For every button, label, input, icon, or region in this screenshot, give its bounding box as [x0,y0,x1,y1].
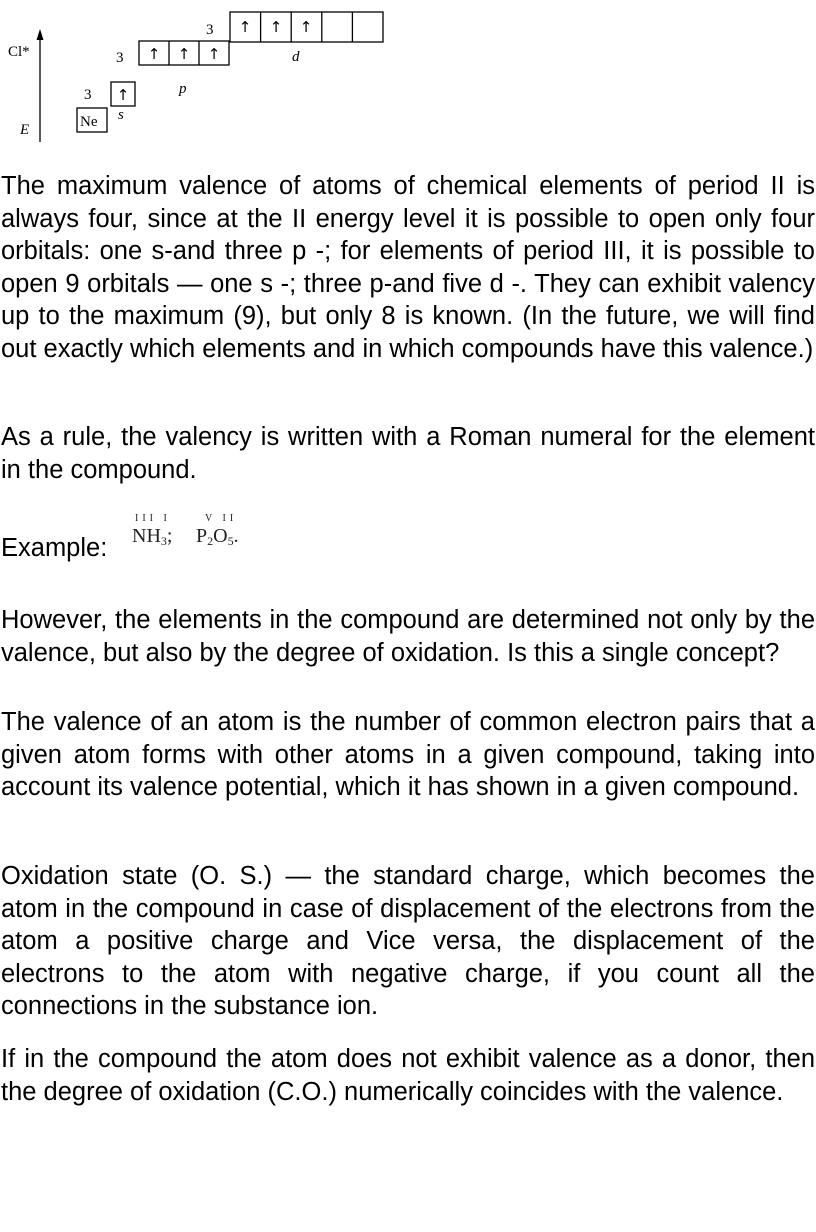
formula-p2o5-element-p: P [196,525,208,547]
formula-p2o5-element-o: O [213,525,228,547]
paragraph-oxidation-state-definition: Oxidation state (O. S.) — the standard charge, which becomes the atom in the compound in case of displacement of the electrons from the atom a positive charge and Vice versa, the displacement of the electrons to the atom with negative charge, if you count all the connections in the substance ion. [1,862,815,1020]
level-3s-number: 3 [84,87,92,103]
formula-p2o5-subscript-p: 2 [207,534,214,548]
sublevel-s-label: s [118,107,124,123]
formula-nh3-valences: III I [135,513,171,524]
energy-axis-label: E [20,122,30,138]
element-label: Cl* [8,44,30,60]
energy-axis-arrowhead [37,29,44,40]
sublevel-p-label: p [179,81,187,97]
formula-p2o5 [196,513,239,547]
paragraph-max-valence: The maximum valence of atoms of chemical elements of period II is always four, since at the II energy level it is possible to open only four orbitals: one s-and three p -; for elements of period III, it is possible to open 9 orbitals — one s -; three p-and five d -. They can exhibit valency up to the maximum (9), but only 8 is known. (In the future, we will find out exactly which elements and in which compounds have this valence.) [1,172,815,363]
sublevel-d-label: d [292,49,300,65]
formula-nh3-subscript: 3 [160,534,167,548]
electron-arrow-3s: ↑ [116,86,130,104]
formula-nh3-suffix: ; [166,525,173,547]
formula-p2o5-suffix: . [233,525,239,547]
electron-arrow-3d: ↑ [269,18,283,36]
electron-arrow-3p: ↑ [177,45,191,63]
electron-arrow-3d: ↑ [238,18,252,36]
level-3p-number: 3 [116,50,124,66]
paragraph-roman-numeral: As a rule, the valency is written with a Roman numeral for the element in the compound. [1,423,815,484]
orbital-diagram [0,0,816,160]
formula-p2o5-subscript-o: 5 [227,534,234,548]
paragraph-oxidation-question: However, the elements in the compound are determined not only by the valence, but also by the degree of oxidation. Is this a single concept? [1,606,815,667]
electron-arrow-3p: ↑ [147,45,161,63]
paragraph-valence-definition: The valence of an atom is the number of common electron pairs that a given atom forms with other atoms in a given compound, taking into account its valence potential, which it has shown in a given compound. [1,708,815,801]
formula-p2o5-valences: V II [205,513,238,524]
example-label: Example: [1,534,108,562]
level-3d-number: 3 [206,22,214,38]
electron-arrow-3p: ↑ [207,45,221,63]
paragraph-valence-donor: If in the compound the atom does not exhibit valence as a donor, then the degree of oxidation (C.O.) numerically coincides with the valence. [1,1045,815,1106]
formula-nh3-prefix: NH [132,525,161,547]
valence-example [1,510,401,566]
electron-arrow-3d: ↑ [299,18,313,36]
formula-nh3 [132,513,172,547]
core-label: Ne [80,114,98,130]
orbital-diagram-svg [0,0,400,150]
